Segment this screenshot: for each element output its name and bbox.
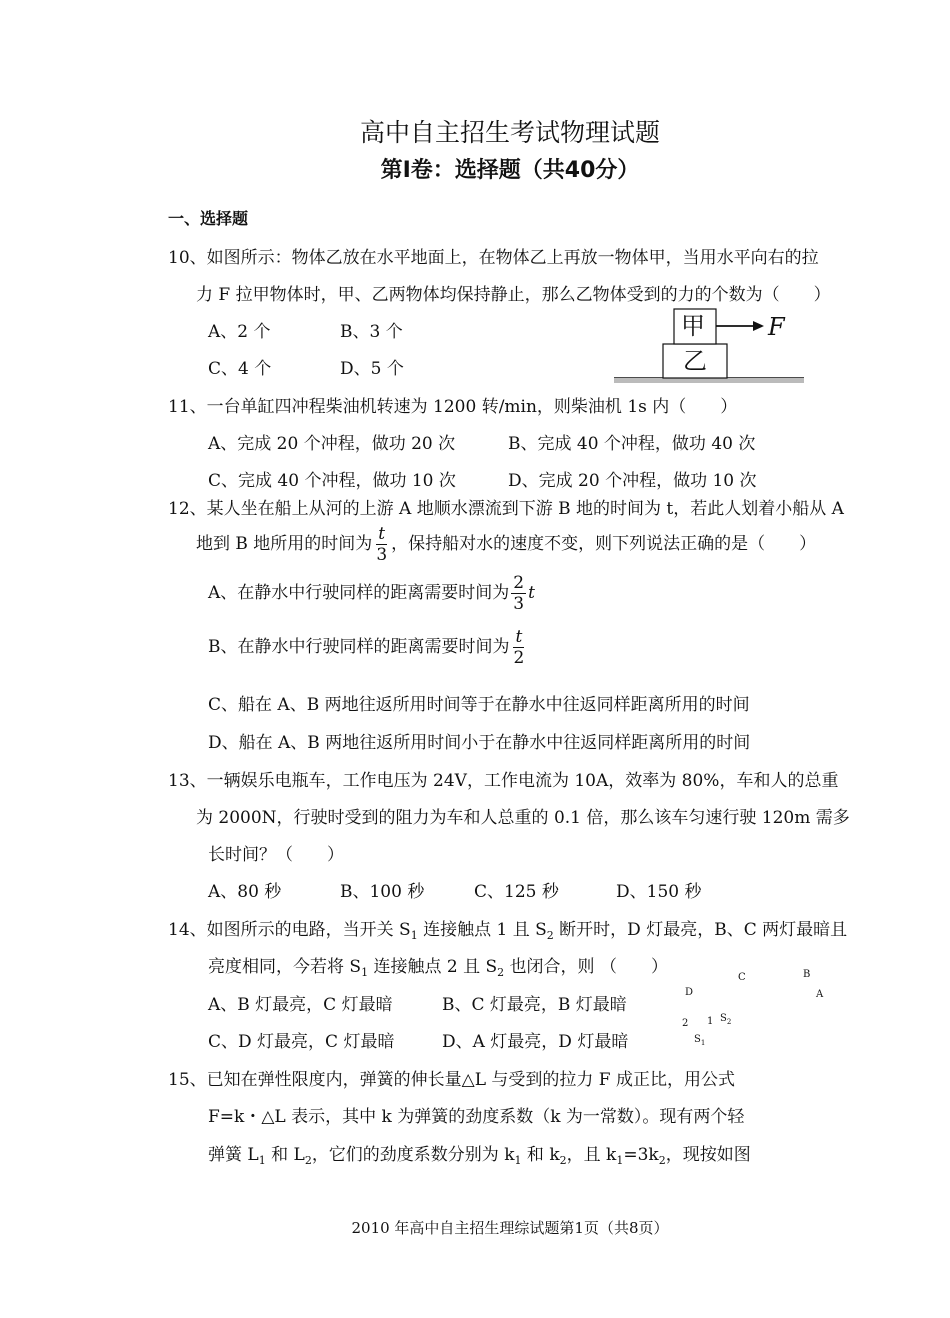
block-jia-label: 甲 [681, 312, 705, 340]
question-14-line-1: 14、如图所示的电路，当开关 $S_1$ 连接触点 1 且 $S_2$ 断开时，D 灯最亮，B、C 两灯最暗且 [168, 920, 848, 942]
option-b: B、100 秒 [340, 882, 425, 902]
option-a: A、80 秒 [208, 882, 282, 902]
force-label: F [768, 313, 785, 341]
option-c: C、125 秒 [474, 882, 559, 902]
circuit-label-a: A [816, 989, 824, 1000]
question-15-line-3: 弹簧 $L_1$ 和 $L_2$，它们的劲度系数分别为 $k_1$ 和 $k_2$，且 $k_1=3k_2$，现按如图 [208, 1145, 751, 1167]
option-c: C、完成 40 个冲程，做功 10 次 [208, 471, 456, 491]
option-b: B、完成 40 个冲程，做功 40 次 [508, 434, 756, 454]
option-d: D、完成 20 个冲程，做功 10 次 [508, 471, 757, 491]
question-11-line-1: 11、一台单缸四冲程柴油机转速为 1200 转/min，则柴油机 1s 内（ ） [168, 397, 738, 417]
page-title: 高中自主招生考试物理试题 [359, 118, 660, 147]
question-12-line-1: 12、某人坐在船上从河的上游 A 地顺水漂流到下游 B 地的时间为 t，若此人划着小船从 A [168, 499, 844, 519]
option-c: C、船在 A、B 两地往返所用时间等于在静水中往返同样距离所用的时间 [208, 695, 750, 715]
fraction-2-over-3 [511, 573, 526, 614]
question-12-line-2 [196, 524, 816, 565]
option-d: D、5 个 [340, 359, 404, 379]
option-c: C、4 个 [208, 359, 272, 379]
fraction-numerator: t [515, 627, 523, 647]
option-b: B、C 灯最亮，B 灯最暗 [442, 995, 627, 1015]
fraction-t-over-3 [374, 524, 389, 565]
question-10-line-2: 力 F 拉甲物体时，甲、乙两物体均保持静止，那么乙物体受到的力的个数为（ ） [196, 285, 831, 305]
option-a: A、完成 20 个冲程，做功 20 次 [208, 434, 456, 454]
question-10-line-1: 10、如图所示：物体乙放在水平地面上，在物体乙上再放一物体甲，当用水平向右的拉 [168, 248, 819, 268]
question-12-line-2-text-b: ，保持船对水的速度不变，则下列说法正确的是（ ） [391, 534, 817, 554]
question-13-line-2: 为 2000N，行驶时受到的阻力为车和人总重的 0.1 倍，那么该车匀速行驶 120m 需多 [196, 808, 850, 828]
question-13-line-1: 13、一辆娱乐电瓶车，工作电压为 24V，工作电流为 10A，效率为 80%，车和人的总重 [168, 771, 839, 791]
question-13-line-3: 长时间？（ ） [208, 845, 344, 865]
ground-fill [614, 378, 804, 383]
option-d: D、150 秒 [616, 882, 702, 902]
fraction-denominator: 3 [513, 594, 525, 614]
fraction-numerator: 2 [513, 573, 525, 593]
fraction-numerator: t [378, 524, 386, 544]
option-a: A、B 灯最亮，C 灯最暗 [208, 995, 393, 1015]
circuit-figure [676, 966, 836, 1056]
page-footer: 2010 年高中自主招生理综试题第1页（共8页） [351, 1219, 669, 1237]
option-d: D、A 灯最亮，D 灯最暗 [442, 1032, 629, 1052]
question-15-line-2: F=k・△L 表示，其中 k 为弹簧的劲度系数（k 为一常数）。现有两个轻 [208, 1107, 745, 1127]
question-12-line-2-text-a: 地到 B 地所用的时间为 [196, 534, 373, 554]
option-a: A、2 个 [208, 322, 271, 342]
section-heading: 一、选择题 [168, 209, 249, 228]
option-a [208, 573, 535, 614]
option-d: D、船在 A、B 两地往返所用时间小于在静水中往返同样距离所用的时间 [208, 733, 751, 753]
fraction-t-over-2 [512, 627, 527, 668]
circuit-label-1: 1 [707, 1016, 714, 1027]
option-a-text: A、在静水中行驶同样的距离需要时间为 [208, 583, 510, 603]
circuit-label-s1: $S_1$ [694, 1034, 706, 1047]
question-15-line-1: 15、已知在弹性限度内，弹簧的伸长量△L 与受到的拉力 F 成正比，用公式 [168, 1070, 736, 1090]
circuit-label-b: B [803, 969, 811, 980]
fraction-denominator: 2 [513, 648, 525, 668]
circuit-label-d: D [685, 987, 694, 998]
circuit-label-s2: $S_2$ [720, 1013, 732, 1026]
circuit-label-c: C [738, 972, 746, 983]
option-b-text: B、在静水中行驶同样的距离需要时间为 [208, 637, 510, 657]
option-a-variable: t [528, 583, 535, 603]
force-arrow-head [753, 321, 764, 331]
page-subtitle: 第Ⅰ卷：选择题（共40分） [380, 158, 640, 183]
option-b [208, 627, 528, 668]
question-14-line-2: 亮度相同，今若将 $S_1$ 连接触点 2 且 $S_2$ 也闭合，则 （ ） [208, 957, 668, 979]
fraction-denominator: 3 [376, 545, 388, 565]
circuit-label-2: 2 [682, 1018, 689, 1029]
block-yi-label: 乙 [683, 347, 707, 375]
blocks-figure [612, 306, 812, 388]
option-b: B、3 个 [340, 322, 403, 342]
option-c: C、D 灯最亮，C 灯最暗 [208, 1032, 395, 1052]
